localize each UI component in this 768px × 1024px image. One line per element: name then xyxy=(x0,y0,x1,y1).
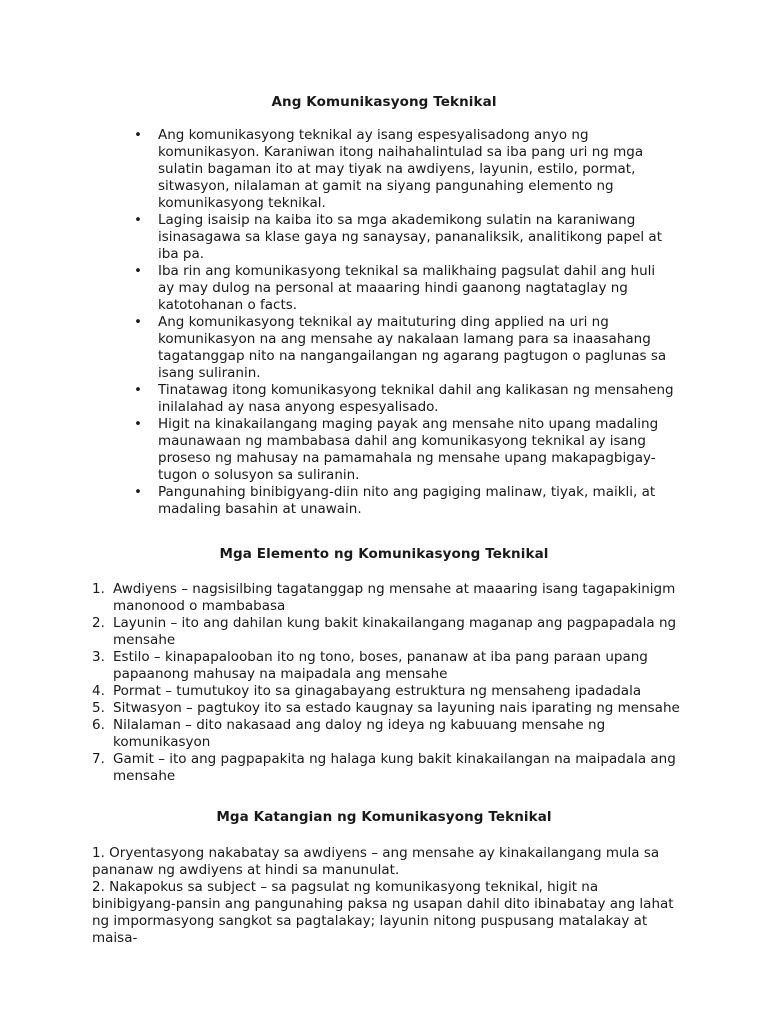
list-item xyxy=(92,751,692,785)
list-text: Awdiyens – nagsisilbing tagatanggap ng mensahe at maaaring isang tagapakinigm manonood o mambabasa xyxy=(113,581,676,614)
list-number: 7. xyxy=(92,751,105,767)
bullet-item: • Pangunahing binibigyang-diin nito ang pagiging malinaw, tiyak, maikli, at madaling basahin at unawain. xyxy=(134,484,674,518)
list-text: Pormat – tumutukoy ito sa ginagabayang estruktura ng mensaheng ipadadala xyxy=(113,683,642,699)
list-item xyxy=(92,717,692,751)
list-number: 1. xyxy=(92,581,105,597)
list-text: Layunin – ito ang dahilan kung bakit kinakailangang maganap ang pagpapadala ng mensahe xyxy=(113,615,677,648)
paragraph: 1. Oryentasyong nakabatay sa awdiyens – ang mensahe ay kinakailangang mula sa pananaw ng awdiyens at hindi sa manunulat. xyxy=(92,845,660,878)
list-item xyxy=(92,700,692,717)
list-number: 5. xyxy=(92,700,105,716)
list-number: 3. xyxy=(92,649,105,665)
characteristics-paragraphs xyxy=(92,845,682,947)
list-item xyxy=(92,683,692,700)
section-title-katangian: Mga Katangian ng Komunikasyong Teknikal xyxy=(216,809,552,825)
bullet-item: • Higit na kinakailangang maging payak ang mensahe nito upang madaling maunawaan ng mambabasa dahil ang komunikasyong teknikal ay isang proseso ng mahusay na pamamahala ng mensahe upang makapagbigay-tugon o solusyon sa suliranin. xyxy=(134,416,674,484)
bullet-item: • Ang komunikasyong teknikal ay maituturing ding applied na uri ng komunikasyon na ang mensahe ay nakalaan lamang para sa inaasahang tagatanggap nito na nangangailangan ng agarang pagtugon o paglunas sa isang suliranin. xyxy=(134,314,674,382)
section-title-komunikasyong-teknikal: Ang Komunikasyong Teknikal xyxy=(271,94,497,110)
bullet-item: • Iba rin ang komunikasyong teknikal sa malikhaing pagsulat dahil ang huli ay may dulog na personal at maaaring hindi gaanong nagtataglay ng katotohanan o facts. xyxy=(134,263,674,314)
section-title-elemento: Mga Elemento ng Komunikasyong Teknikal xyxy=(219,546,549,562)
paragraph: 2. Nakapokus sa subject – sa pagsulat ng komunikasyong teknikal, higit na binibigyang-pansin ang pangunahing paksa ng usapan dahil dito ibinabatay ang lahat ng impormasyong sangkot sa pagtalakay; layunin nitong puspusang matalakay at maisa- xyxy=(92,879,674,946)
bullet-item: • Laging isaisip na kaiba ito sa mga akademikong sulatin na karaniwang isinasagawa sa klase gaya ng sanaysay, pananaliksik, analitikong papel at iba pa. xyxy=(134,212,674,263)
list-item xyxy=(92,649,692,683)
list-text: Nilalaman – dito nakasaad ang daloy ng ideya ng kabuuang mensahe ng komunikasyon xyxy=(113,717,606,750)
list-number: 6. xyxy=(92,717,105,733)
list-item xyxy=(92,615,692,649)
bullet-item: • Tinatawag itong komunikasyong teknikal dahil ang kalikasan ng mensaheng inilalahad ay nasa anyong espesyalisado. xyxy=(134,382,674,416)
list-text: Gamit – ito ang pagpapakita ng halaga kung bakit kinakailangan na maipadala ang mensahe xyxy=(113,751,676,784)
list-item xyxy=(92,581,692,615)
numbered-list xyxy=(92,581,692,785)
list-text: Estilo – kinapapalooban ito ng tono, boses, pananaw at iba pang paraan upang papaanong mahusay na maipadala ang mensahe xyxy=(113,649,648,682)
list-text: Sitwasyon – pagtukoy ito sa estado kaugnay sa layuning nais iparating ng mensahe xyxy=(113,700,680,716)
bullet-list xyxy=(134,127,674,518)
bullet-item: • Ang komunikasyong teknikal ay isang espesyalisadong anyo ng komunikasyon. Karaniwan itong naihahalintulad sa iba pang uri ng mga sulatin bagaman ito at may tiyak na awdiyens, layunin, estilo, pormat, sitwasyon, nilalaman at gamit na siyang pangunahing elemento ng komunikasyong teknikal. xyxy=(134,127,674,212)
list-number: 2. xyxy=(92,615,105,631)
list-number: 4. xyxy=(92,683,105,699)
